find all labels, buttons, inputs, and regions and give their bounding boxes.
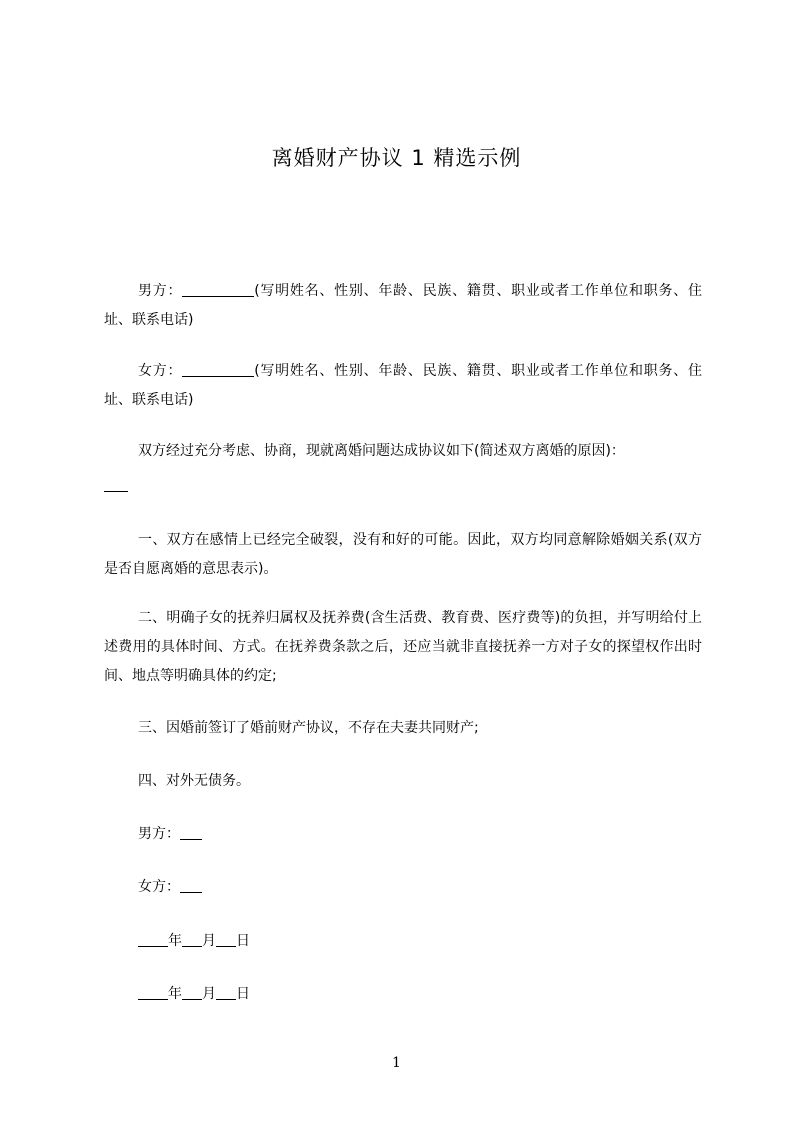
day-blank: [216, 985, 236, 1000]
month-label: 月: [202, 933, 216, 949]
page-number: 1: [392, 1055, 401, 1071]
year-label: 年: [168, 986, 182, 1002]
date-line-2: [104, 980, 702, 1009]
day-label: 日: [236, 986, 250, 1002]
woman-label: 女方：: [138, 363, 183, 379]
woman-name-blank: [182, 362, 254, 377]
woman-signature-label: 女方：: [138, 879, 180, 895]
day-blank: [216, 932, 236, 947]
clause-4: 四、对外无债务。: [138, 773, 250, 789]
clause-2: 二、明确子女的抚养归属权及抚养费(含生活费、教育费、医疗费等)的负担，并写明给付上述费用的具体时间、方式。在抚养费条款之后，还应当就非直接抚养一方对子女的探望权作出时间、地点等明确具体的约定;: [104, 610, 702, 684]
woman-signature-line: [104, 873, 702, 902]
year-blank: [138, 932, 168, 947]
intro-text: 双方经过充分考虑、协商，现就离婚问题达成协议如下(简述双方离婚的原因)：: [138, 443, 625, 459]
intro-paragraph: [104, 437, 702, 466]
document-title: 离婚财产协议 1 精选示例: [271, 146, 522, 170]
year-label: 年: [168, 933, 182, 949]
man-signature-label: 男方：: [138, 826, 180, 842]
man-info: [104, 277, 702, 335]
clause-1: 一、双方在感情上已经完全破裂，没有和好的可能。因此，双方均同意解除婚姻关系(双方是否自愿离婚的意思表示)。: [104, 532, 702, 577]
man-signature-blank: [180, 825, 202, 840]
woman-signature-blank: [180, 878, 202, 893]
man-signature-line: [104, 820, 702, 849]
year-blank: [138, 985, 168, 1000]
reason-blank: [104, 477, 128, 492]
woman-info: [104, 357, 702, 415]
date-line-1: [104, 927, 702, 956]
day-label: 日: [236, 933, 250, 949]
month-blank: [182, 932, 202, 947]
man-info-text: (写明姓名、性别、年龄、民族、籍贯、职业或者工作单位和职务、住址、联系电话): [104, 283, 702, 328]
woman-info-text: (写明姓名、性别、年龄、民族、籍贯、职业或者工作单位和职务、住址、联系电话): [104, 363, 702, 408]
clause-3: 三、因婚前签订了婚前财产协议，不存在夫妻共同财产;: [138, 720, 479, 736]
month-label: 月: [202, 986, 216, 1002]
month-blank: [182, 985, 202, 1000]
man-label: 男方：: [138, 283, 183, 299]
man-name-blank: [182, 282, 254, 297]
